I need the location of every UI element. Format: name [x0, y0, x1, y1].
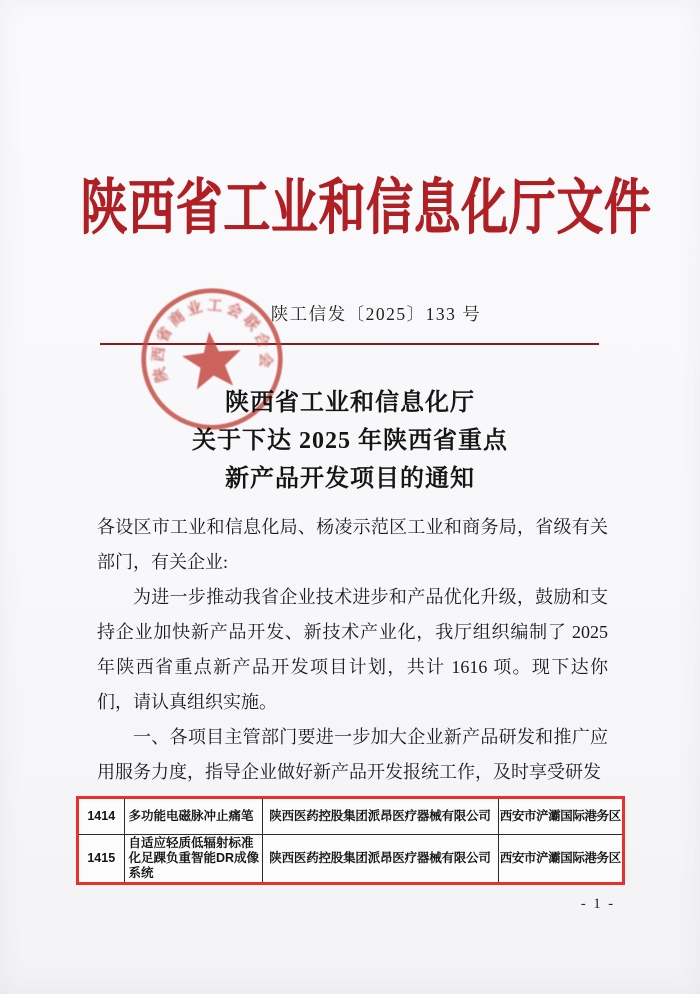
- district-cell: 西安市浐灞国际港务区: [498, 799, 622, 834]
- page-number: - 1 -: [580, 896, 616, 912]
- seal-star-icon: [180, 329, 245, 391]
- notice-title-line-2: 关于下达 2025 年陕西省重点: [192, 428, 508, 454]
- body-paragraph-2: 一、各项目主管部门要进一步加大企业新产品研发和推广应用服务力度，指导企业做好新产品开发报统工作，及时享受研发: [97, 727, 608, 782]
- company-cell: 陕西医药控股集团派昂医疗器械有限公司: [262, 799, 498, 834]
- notice-title-line-1: 陕西省工业和信息化厅: [225, 390, 475, 416]
- seal-arc-text: 陕西省商业工会联合会: [150, 297, 274, 384]
- masthead-title: 陕西省工业和信息化厅文件: [80, 175, 652, 241]
- project-table: [79, 799, 622, 882]
- body-paragraph-1: 为进一步推动我省企业技术进步和产品优化升级，鼓励和支持企业加快新产品开发、新技术产业化，我厅组织编制了 2025 年陕西省重点新产品开发项目计划，共计 1616 项。现下达你们，请认真组织实施。: [97, 587, 608, 712]
- salutation-paragraph: 各设区市工业和信息化局、杨凌示范区工业和商务局，省级有关部门，有关企业:: [97, 517, 608, 572]
- document-number: 陕工信发〔2025〕133 号: [270, 304, 482, 324]
- table-row: [79, 834, 622, 882]
- body-text: [97, 510, 608, 790]
- masthead-banner: [0, 160, 700, 246]
- notice-title-line-3: 新产品开发项目的通知: [225, 466, 475, 492]
- notice-title: [0, 384, 700, 498]
- project-name-cell: 多功能电磁脉冲止痛笔: [124, 799, 262, 834]
- highlighted-project-table: [76, 796, 625, 885]
- project-number-cell: 1415: [79, 834, 124, 882]
- table-row: [79, 799, 622, 834]
- project-number-cell: 1414: [79, 799, 124, 834]
- district-cell: 西安市浐灞国际港务区: [498, 834, 622, 882]
- project-name-cell: 自适应轻质低辐射标准化足踝负重智能DR成像系统: [124, 834, 262, 882]
- company-cell: 陕西医药控股集团派昂医疗器械有限公司: [262, 834, 498, 882]
